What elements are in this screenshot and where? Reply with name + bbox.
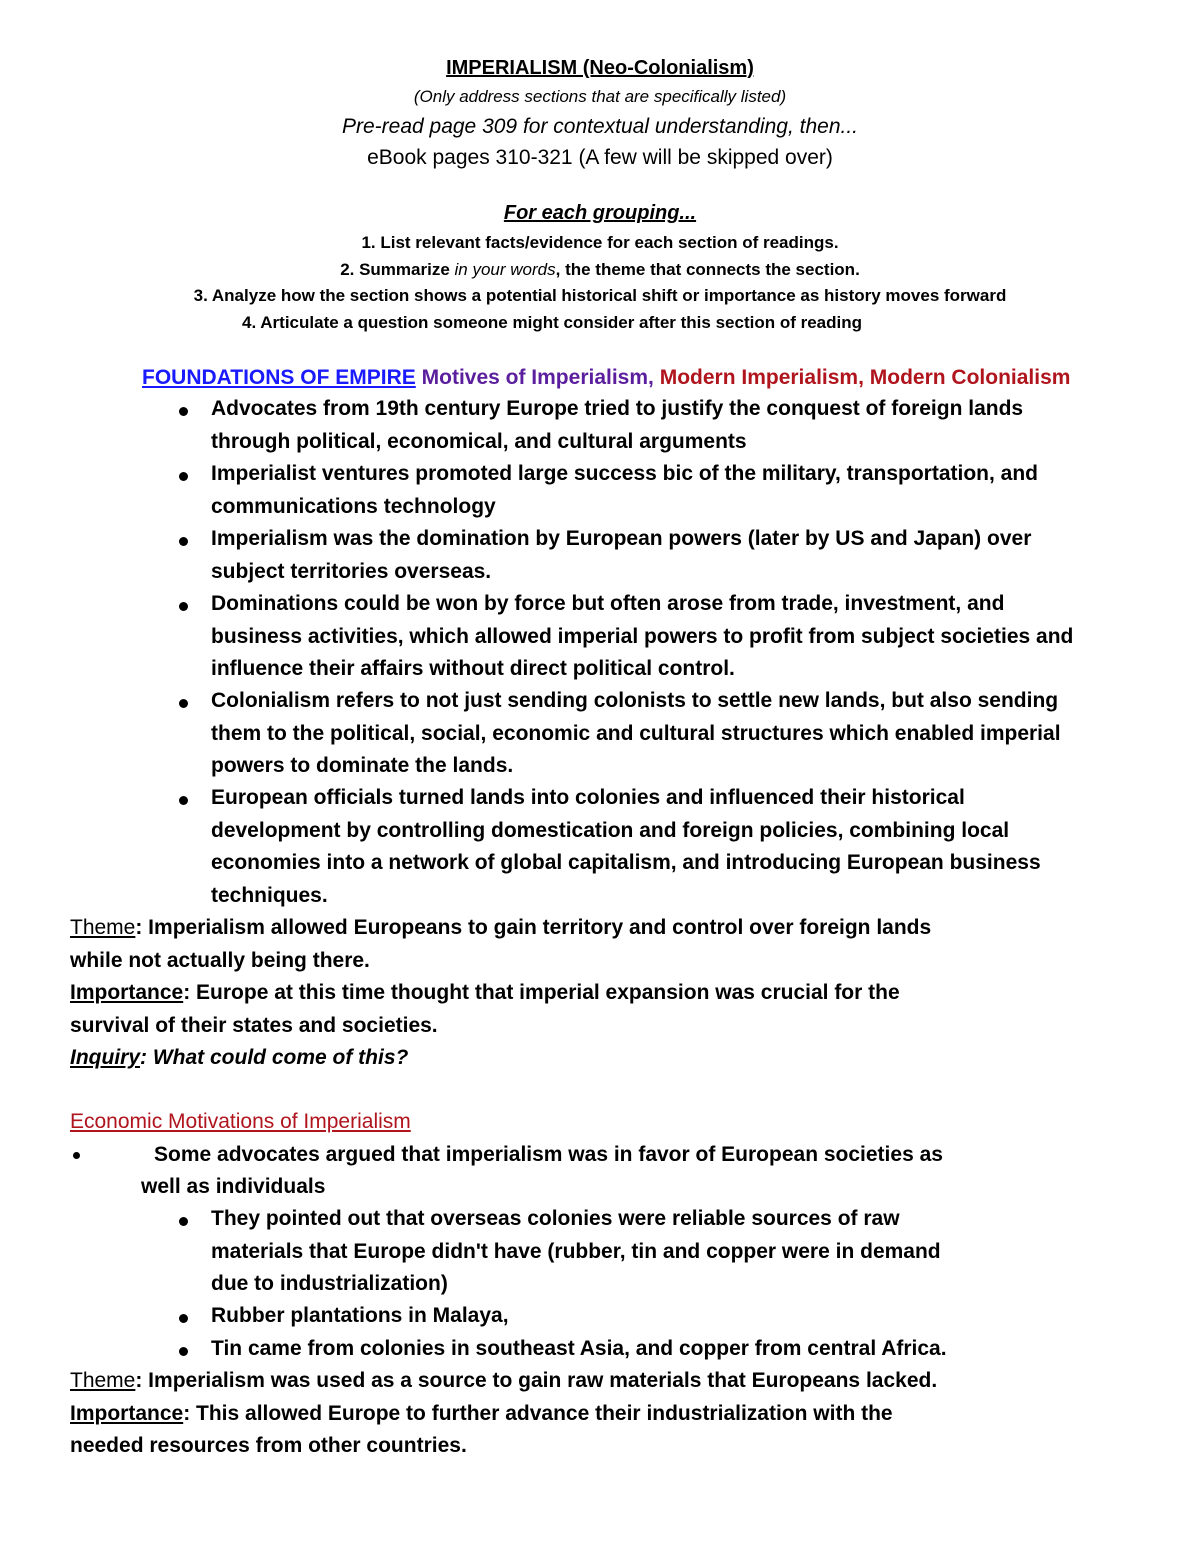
section1-importance: Importance: Europe at this time thought that imperial expansion was crucial for the	[70, 981, 900, 1004]
bullet-icon	[179, 472, 188, 481]
list-item: due to industrialization)	[211, 1272, 448, 1295]
list-item: Advocates from 19th century Europe tried to justify the conquest of foreign lands	[211, 397, 1024, 420]
instruction-step-1: 1. List relevant facts/evidence for each section of readings.	[361, 233, 839, 252]
list-item: materials that Europe didn't have (rubber, tin and copper were in demand	[211, 1240, 941, 1263]
section1-theme-cont: while not actually being there.	[70, 949, 370, 972]
section1-heading: FOUNDATIONS OF EMPIRE Motives of Imperialism, Modern Imperialism, Modern Colonialism	[142, 366, 1071, 389]
bullet-icon	[179, 537, 188, 546]
list-item: powers to dominate the lands.	[211, 754, 514, 777]
section1-theme: Theme: Imperialism allowed Europeans to gain territory and control over foreign lands	[70, 916, 932, 939]
list-item: Tin came from colonies in southeast Asia, and copper from central Africa.	[211, 1337, 947, 1360]
section1-importance-cont: survival of their states and societies.	[70, 1014, 438, 1037]
list-item: subject territories overseas.	[211, 560, 492, 583]
list-item: influence their affairs without direct political control.	[211, 657, 735, 680]
list-item: business activities, which allowed imperial powers to profit from subject societies and	[211, 625, 1074, 648]
section2-importance-cont: needed resources from other countries.	[70, 1434, 467, 1457]
list-item: techniques.	[211, 884, 328, 907]
page-title: IMPERIALISM (Neo-Colonialism)	[446, 57, 754, 79]
list-item: Rubber plantations in Malaya,	[211, 1304, 509, 1327]
instructions-heading: For each grouping...	[503, 202, 697, 224]
bullet-icon	[179, 407, 188, 416]
section2-heading: Economic Motivations of Imperialism	[70, 1110, 411, 1133]
bullet-icon	[179, 796, 188, 805]
bullet-icon	[179, 602, 188, 611]
section2-theme: Theme: Imperialism was used as a source to gain raw materials that Europeans lacked.	[70, 1369, 938, 1392]
list-item: Some advocates argued that imperialism was in favor of European societies as	[154, 1143, 943, 1166]
list-item: through political, economical, and cultural arguments	[211, 430, 747, 453]
pages-line: eBook pages 310-321 (A few will be skipped over)	[367, 146, 833, 169]
instruction-step-2: 2. Summarize in your words, the theme that connects the section.	[340, 260, 860, 279]
preread-line: Pre-read page 309 for contextual understanding, then...	[341, 115, 859, 138]
list-item: Imperialist ventures promoted large success bic of the military, transportation, and	[211, 462, 1038, 485]
list-item: They pointed out that overseas colonies were reliable sources of raw	[211, 1207, 900, 1230]
section2-importance: Importance: This allowed Europe to further advance their industrialization with the	[70, 1402, 893, 1425]
bullet-icon	[179, 1314, 188, 1323]
section1-inquiry: Inquiry: What could come of this?	[70, 1046, 409, 1069]
list-item: them to the political, social, economic and cultural structures which enabled imperial	[211, 722, 1061, 745]
list-item: Imperialism was the domination by European powers (later by US and Japan) over	[211, 527, 1032, 550]
list-item: European officials turned lands into colonies and influenced their historical	[211, 786, 965, 809]
note-line: (Only address sections that are specifically listed)	[413, 87, 787, 106]
instruction-step-4: 4. Articulate a question someone might consider after this section of reading	[242, 313, 862, 332]
list-item: Dominations could be won by force but often arose from trade, investment, and	[211, 592, 1005, 615]
bullet-icon	[179, 1217, 188, 1226]
list-item: development by controlling domestication and foreign policies, combining local	[211, 819, 1010, 842]
list-item: Colonialism refers to not just sending colonists to settle new lands, but also sending	[211, 689, 1059, 712]
bullet-icon	[179, 1347, 188, 1356]
bullet-icon	[179, 699, 188, 708]
instruction-step-3: 3. Analyze how the section shows a potential historical shift or importance as history moves forward	[193, 286, 1007, 305]
list-item: communications technology	[211, 495, 496, 518]
bullet-icon	[73, 1152, 80, 1159]
list-item: well as individuals	[141, 1175, 326, 1198]
list-item: economies into a network of global capitalism, and introducing European business	[211, 851, 1041, 874]
